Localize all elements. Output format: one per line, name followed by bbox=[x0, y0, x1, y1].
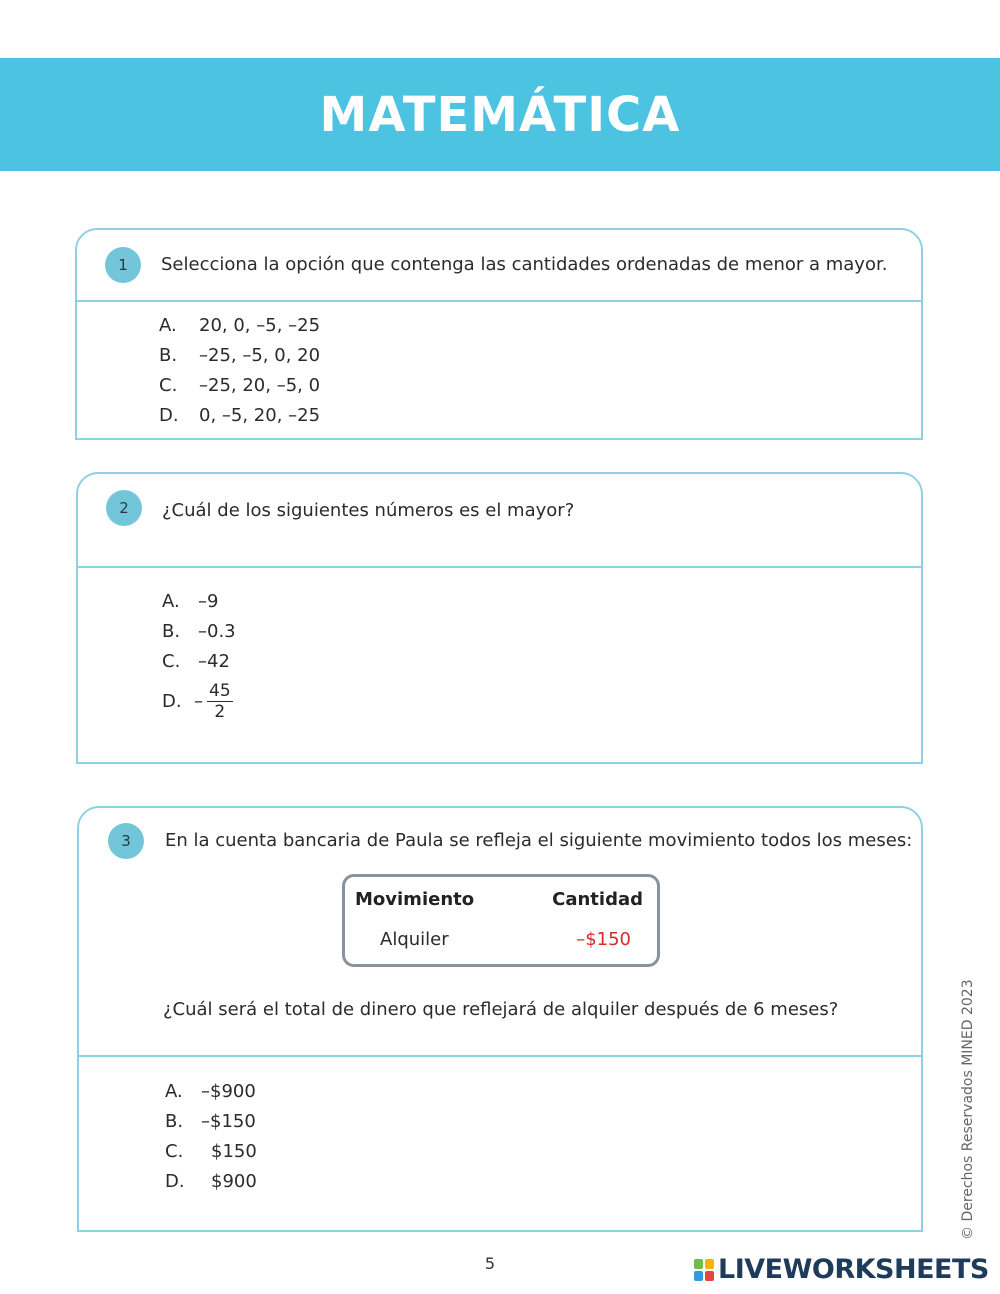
option-b[interactable]: B. –$150 bbox=[165, 1111, 256, 1132]
option-b[interactable]: B. –25, –5, 0, 20 bbox=[159, 345, 321, 366]
liveworksheets-brand[interactable] bbox=[694, 1254, 989, 1285]
option-a[interactable]: A. –$900 bbox=[165, 1081, 256, 1102]
question-card-1 bbox=[75, 228, 923, 440]
option-a[interactable]: A. –9 bbox=[162, 591, 219, 612]
option-d[interactable]: D. – $\frac{45}{2}$ bbox=[162, 681, 231, 722]
table-cell-cantidad: –$150 bbox=[576, 929, 631, 950]
question-text: Selecciona la opción que contenga las cantidades ordenadas de menor a mayor. bbox=[161, 254, 888, 275]
copyright-notice: © Derechos Reservados MINED 2023 bbox=[960, 979, 976, 1240]
option-c[interactable]: C. $150 bbox=[165, 1141, 257, 1162]
card-divider bbox=[78, 566, 921, 568]
question-number-badge: 3 bbox=[108, 823, 144, 859]
brand-wordmark: LIVEWORKSHEETS bbox=[718, 1254, 989, 1285]
page-title: MATEMÁTICA bbox=[319, 86, 681, 143]
header-banner bbox=[0, 58, 1000, 171]
question-card-2 bbox=[76, 472, 923, 764]
table-cell-movimiento: Alquiler bbox=[380, 929, 449, 950]
option-a[interactable]: A. 20, 0, –5, –25 bbox=[159, 315, 321, 336]
liveworksheets-logo-icon bbox=[694, 1259, 714, 1281]
sub-question-text: ¿Cuál será el total de dinero que reflejará de alquiler después de 6 meses? bbox=[163, 999, 839, 1020]
question-card-3 bbox=[77, 806, 923, 1232]
question-text: En la cuenta bancaria de Paula se refleja el siguiente movimiento todos los meses: bbox=[165, 830, 913, 851]
option-d[interactable]: D. $900 bbox=[165, 1171, 257, 1192]
option-b[interactable]: B. –0.3 bbox=[162, 621, 236, 642]
fraction: $\frac{45}{2}$ bbox=[209, 681, 231, 722]
card-divider bbox=[77, 300, 921, 302]
option-c[interactable]: C. –25, 20, –5, 0 bbox=[159, 375, 321, 396]
option-c[interactable]: C. –42 bbox=[162, 651, 230, 672]
table-header-cantidad: Cantidad bbox=[552, 889, 643, 910]
page-number: 5 bbox=[484, 1254, 496, 1273]
option-d[interactable]: D. 0, –5, 20, –25 bbox=[159, 405, 321, 426]
question-text: ¿Cuál de los siguientes números es el mayor? bbox=[162, 500, 575, 521]
card-divider bbox=[79, 1055, 921, 1057]
table-header-movimiento: Movimiento bbox=[355, 889, 475, 910]
movement-table bbox=[342, 874, 660, 967]
question-number-badge: 1 bbox=[105, 247, 141, 283]
question-number-badge: 2 bbox=[106, 490, 142, 526]
